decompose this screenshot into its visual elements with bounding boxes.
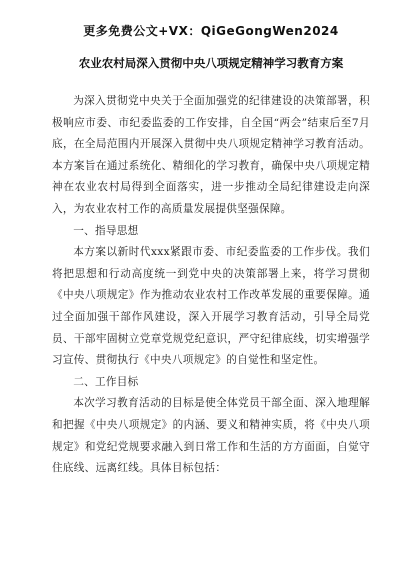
work-goals-paragraph: 本次学习教育活动的目标是使全体党员干部全面、深入地理解和把握《中央八项规定》的内涵、要义和精神实质，将《中央八项规定》和党纪党规要求融入到日常工作和生活的方方面面，自觉守住底线、远离红线。具体目标包括：: [52, 397, 370, 475]
header-note: 更多免费公文+VX：QiGeGongWen2024: [83, 24, 339, 38]
guiding-ideology-paragraph: 本方案以新时代xxx紧跟市委、市纪委监委的工作步伐。我们将把思想和行动高度统一到党中央的决策部署上来，将学习贯彻《中央八项规定》作为推动农业农村工作改革发展的重要保障。通过全面加强干部作风建设，深入开展学习教育活动，引导全局党员、干部牢固树立党章党规党纪意识，严守纪律底线，切实增强学习宣传、贯彻执行《中央八项规定》的自觉性和坚定性。: [52, 246, 370, 367]
document-body: [52, 91, 370, 480]
section-heading-work-goals: 二、工作目标: [73, 375, 139, 388]
section-heading-guiding-ideology: 一、指导思想: [73, 224, 139, 237]
intro-paragraph: 为深入贯彻党中央关于全面加强党的纪律建设的决策部署，积极响应市委、市纪委监委的工作安排，自全国“两会”结束后至7月底，在全局范围内开展深入贯彻中央八项规定精神学习教育活动。本方案旨在通过系统化、精细化的学习教育，确保中央八项规定精神在农业农村局得到全面落实，进一步推动全局纪律建设走向深入，为农业农村工作的高质量发展提供坚强保障。: [52, 95, 370, 215]
document-title: 农业农村局深入贯彻中央八项规定精神学习教育方案: [78, 56, 344, 70]
